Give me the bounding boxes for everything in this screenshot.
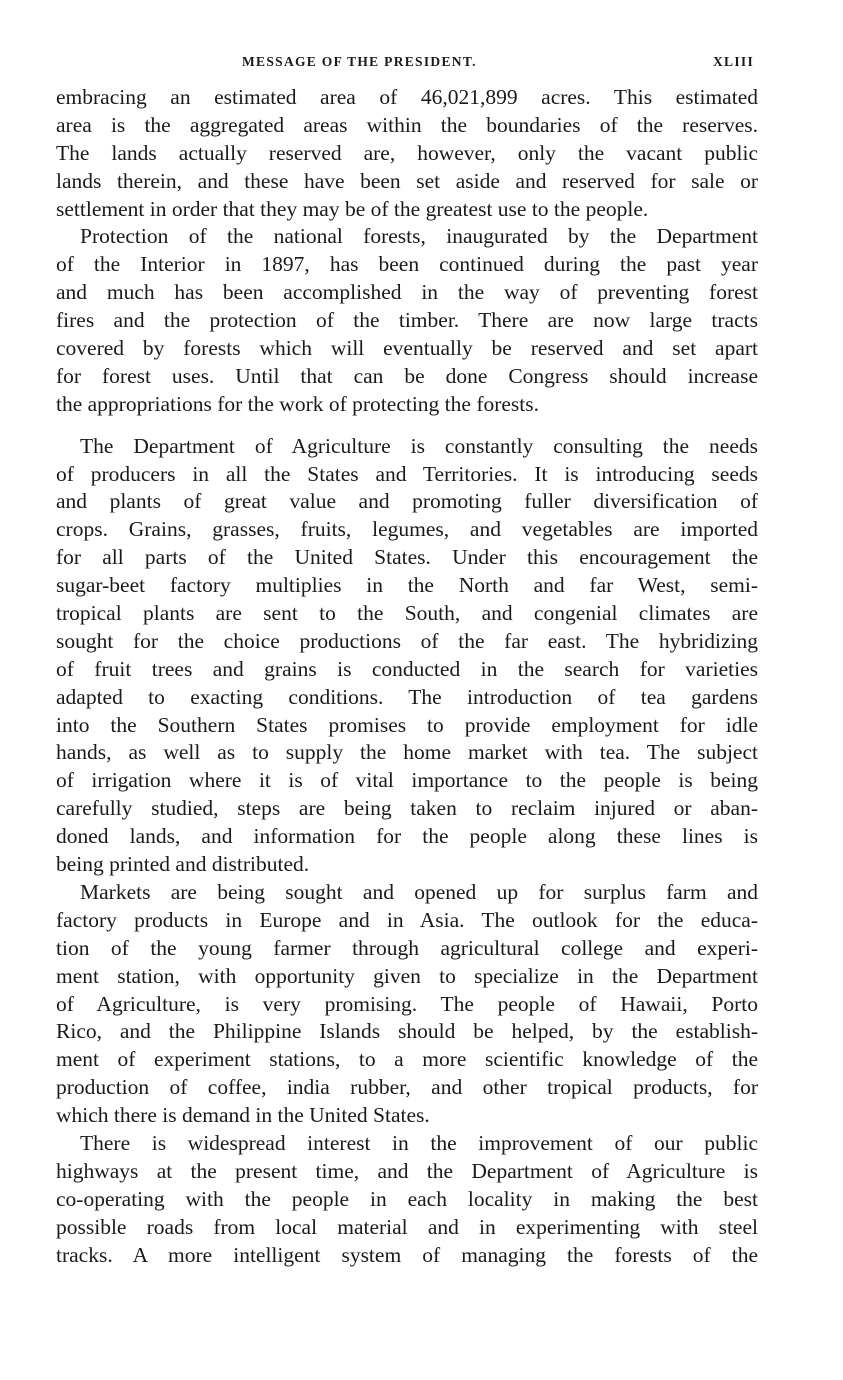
text-line: area is the aggregated areas within the boundaries of the reserves. [56, 112, 758, 137]
text-line: carefully studied, steps are being taken to reclaim injured or aban- [56, 796, 758, 821]
text-line: and plants of great value and promoting fuller diversification of [56, 489, 758, 514]
text-line: settlement in order that they may be of the greatest use to the people. [56, 196, 649, 221]
text-line: embracing an estimated area of 46,021,899 acres. This estimated [56, 85, 758, 109]
text-line: which there is demand in the United States. [56, 1103, 430, 1128]
text-line: into the Southern States promises to provide employment for idle [56, 712, 758, 737]
text-line: of fruit trees and grains is conducted in the search for varieties [56, 656, 758, 681]
text-line: possible roads from local material and in experimenting with steel [56, 1214, 758, 1239]
paragraph [56, 879, 758, 1130]
text-line: adapted to exacting conditions. The introduction of tea gardens [56, 684, 758, 709]
running-head [56, 54, 758, 74]
paragraph [56, 433, 758, 879]
text-line: of Agriculture, is very promising. The people of Hawaii, Porto [56, 991, 758, 1016]
text-line: the appropriations for the work of protecting the forests. [56, 391, 540, 416]
text-line: for all parts of the United States. Under this encouragement the [56, 545, 758, 570]
text-line: Markets are being sought and opened up for surplus farm and [80, 879, 758, 904]
text-line: fires and the protection of the timber. There are now large tracts [56, 308, 758, 333]
text-line: ment of experiment stations, to a more scientific knowledge of the [56, 1047, 758, 1072]
paragraph [56, 84, 758, 223]
text-line: of irrigation where it is of vital importance to the people is being [56, 768, 758, 793]
text-line: highways at the present time, and the Department of Agriculture is [56, 1158, 758, 1183]
text-line: of the Interior in 1897, has been continued during the past year [56, 252, 758, 277]
text-line: The Department of Agriculture is constantly consulting the needs [80, 433, 758, 458]
text-line: sugar-beet factory multiplies in the North and far West, semi- [56, 573, 758, 598]
text-line: and much has been accomplished in the way of preventing forest [56, 280, 758, 305]
paragraph [56, 1130, 758, 1269]
text-line: tion of the young farmer through agricultural college and experi- [56, 935, 758, 960]
running-title: MESSAGE OF THE PRESIDENT. [242, 54, 477, 69]
body-text [56, 84, 758, 1269]
text-line: Rico, and the Philippine Islands should be helped, by the establish- [56, 1019, 758, 1044]
paragraph [56, 223, 758, 418]
text-line: tropical plants are sent to the South, and congenial climates are [56, 601, 758, 626]
text-line: co-operating with the people in each locality in making the best [56, 1186, 758, 1211]
page-number: XLIII [712, 54, 754, 69]
text-line: covered by forests which will eventually be reserved and set apart [56, 336, 758, 361]
text-line: hands, as well as to supply the home market with tea. The subject [56, 740, 758, 765]
text-line: of producers in all the States and Territories. It is introducing seeds [56, 461, 758, 486]
text-line: tracks. A more intelligent system of managing the forests of the [56, 1242, 758, 1267]
text-line: production of coffee, india rubber, and other tropical products, for [56, 1075, 758, 1100]
text-line: lands therein, and these have been set aside and reserved for sale or [56, 168, 758, 193]
text-line: The lands actually reserved are, however, only the vacant public [56, 140, 758, 165]
text-line: crops. Grains, grasses, fruits, legumes, and vegetables are imported [56, 517, 758, 542]
text-line: ment station, with opportunity given to specialize in the Department [56, 963, 758, 988]
text-line: factory products in Europe and in Asia. The outlook for the educa- [56, 907, 758, 932]
text-line: Protection of the national forests, inaugurated by the Department [80, 224, 758, 249]
text-line: There is widespread interest in the improvement of our public [80, 1130, 758, 1155]
section-gap [56, 419, 758, 433]
text-line: sought for the choice productions of the far east. The hybridizing [56, 628, 758, 653]
text-line: being printed and distributed. [56, 852, 310, 877]
text-line: doned lands, and information for the people along these lines is [56, 824, 758, 849]
text-line: for forest uses. Until that can be done Congress should increase [56, 363, 758, 388]
